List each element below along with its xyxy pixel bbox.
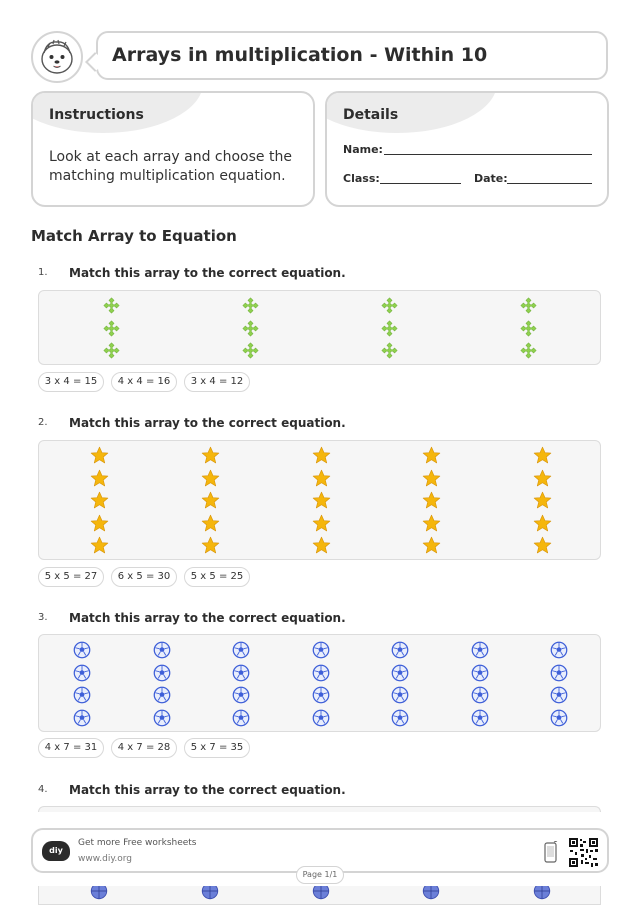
star-icon: [312, 514, 329, 531]
basketball-icon: [312, 886, 329, 899]
star-icon: [422, 446, 439, 463]
soccer-ball-icon: [391, 686, 408, 703]
question-text: Match this array to the correct equation.: [69, 611, 346, 625]
star-icon: [422, 469, 439, 486]
name-label: Name:: [343, 143, 383, 156]
title-box: [96, 31, 608, 80]
basketball-icon: [90, 886, 107, 899]
puzzle-icon: [520, 342, 537, 359]
star-icon: [533, 536, 550, 553]
soccer-ball-icon: [153, 641, 170, 658]
soccer-ball-icon: [471, 709, 488, 726]
star-icon: [90, 446, 107, 463]
basketball-icon: [533, 886, 550, 899]
star-icon: [201, 536, 218, 553]
instructions-card: [31, 91, 315, 207]
soccer-ball-icon: [312, 709, 329, 726]
question-text: Match this array to the correct equation.: [69, 783, 346, 797]
array-box: [38, 634, 601, 732]
instructions-heading: Instructions: [49, 107, 144, 123]
soccer-ball-icon: [471, 664, 488, 681]
star-icon: [312, 446, 329, 463]
puzzle-icon: [520, 297, 537, 314]
array-box-bottom: [38, 886, 601, 905]
date-field[interactable]: [507, 183, 592, 184]
star-icon: [90, 491, 107, 508]
soccer-ball-icon: [73, 641, 90, 658]
array-box-top: [38, 806, 601, 812]
footer-promo-text: Get more Free worksheets: [78, 838, 197, 848]
soccer-ball-icon: [232, 686, 249, 703]
soccer-ball-icon: [73, 686, 90, 703]
soccer-ball-icon: [153, 709, 170, 726]
puzzle-icon: [242, 320, 259, 337]
star-icon: [312, 536, 329, 553]
qr-code-icon: [568, 837, 599, 868]
soccer-ball-icon: [550, 709, 567, 726]
star-icon: [201, 491, 218, 508]
soccer-ball-icon: [391, 709, 408, 726]
question-number: 1.: [38, 267, 48, 278]
soccer-ball-icon: [153, 664, 170, 681]
star-icon: [201, 514, 218, 531]
puzzle-icon: [242, 297, 259, 314]
soccer-ball-icon: [391, 641, 408, 658]
question-text: Match this array to the correct equation.: [69, 266, 346, 280]
puzzle-icon: [103, 342, 120, 359]
soccer-ball-icon: [550, 641, 567, 658]
soccer-ball-icon: [312, 664, 329, 681]
sloth-icon: [33, 33, 81, 81]
puzzle-icon: [103, 297, 120, 314]
array-box: [38, 290, 601, 365]
date-label: Date:: [474, 172, 508, 185]
diy-logo: diy: [42, 841, 70, 861]
page-indicator: Page 1/1: [296, 866, 344, 884]
phone-icon: [544, 841, 558, 863]
soccer-ball-icon: [471, 686, 488, 703]
question-number: 3.: [38, 612, 48, 623]
soccer-ball-icon: [550, 664, 567, 681]
array-box: [38, 440, 601, 560]
answer-option[interactable]: 4 x 7 = 28: [111, 738, 177, 758]
star-icon: [533, 514, 550, 531]
soccer-ball-icon: [73, 664, 90, 681]
soccer-ball-icon: [232, 709, 249, 726]
star-icon: [90, 469, 107, 486]
instructions-text: Look at each array and choose the matching multiplication equation.: [49, 149, 292, 184]
basketball-icon: [422, 886, 439, 899]
name-field[interactable]: [384, 154, 592, 155]
star-icon: [422, 514, 439, 531]
answer-option[interactable]: 4 x 7 = 31: [38, 738, 104, 758]
star-icon: [533, 446, 550, 463]
puzzle-icon: [381, 297, 398, 314]
star-icon: [201, 446, 218, 463]
puzzle-icon: [381, 342, 398, 359]
star-icon: [533, 491, 550, 508]
soccer-ball-icon: [391, 664, 408, 681]
puzzle-icon: [242, 342, 259, 359]
basketball-icon: [201, 886, 218, 899]
soccer-ball-icon: [312, 641, 329, 658]
details-heading: Details: [343, 107, 399, 123]
soccer-ball-icon: [232, 641, 249, 658]
question-number: 2.: [38, 417, 48, 428]
question-number: 4.: [38, 784, 48, 795]
answer-option[interactable]: 5 x 5 = 27: [38, 567, 104, 587]
soccer-ball-icon: [73, 709, 90, 726]
footer-url[interactable]: www.diy.org: [78, 854, 132, 864]
answer-option[interactable]: 5 x 5 = 25: [184, 567, 250, 587]
soccer-ball-icon: [471, 641, 488, 658]
star-icon: [422, 491, 439, 508]
answer-option[interactable]: 3 x 4 = 12: [184, 372, 250, 392]
answer-option[interactable]: 5 x 7 = 35: [184, 738, 250, 758]
answer-option[interactable]: 6 x 5 = 30: [111, 567, 177, 587]
puzzle-icon: [381, 320, 398, 337]
star-icon: [533, 469, 550, 486]
answer-option[interactable]: 3 x 4 = 15: [38, 372, 104, 392]
class-label: Class:: [343, 172, 380, 185]
star-icon: [422, 536, 439, 553]
star-icon: [312, 491, 329, 508]
details-card: [325, 91, 609, 207]
star-icon: [90, 514, 107, 531]
page-title: Arrays in multiplication - Within 10: [112, 44, 488, 66]
question-text: Match this array to the correct equation.: [69, 416, 346, 430]
section-title: Match Array to Equation: [31, 227, 237, 245]
puzzle-icon: [520, 320, 537, 337]
class-field[interactable]: [380, 183, 461, 184]
star-icon: [90, 536, 107, 553]
soccer-ball-icon: [153, 686, 170, 703]
puzzle-icon: [103, 320, 120, 337]
soccer-ball-icon: [312, 686, 329, 703]
star-icon: [201, 469, 218, 486]
soccer-ball-icon: [550, 686, 567, 703]
soccer-ball-icon: [232, 664, 249, 681]
mascot-avatar: [31, 31, 83, 83]
star-icon: [312, 469, 329, 486]
answer-option[interactable]: 4 x 4 = 16: [111, 372, 177, 392]
